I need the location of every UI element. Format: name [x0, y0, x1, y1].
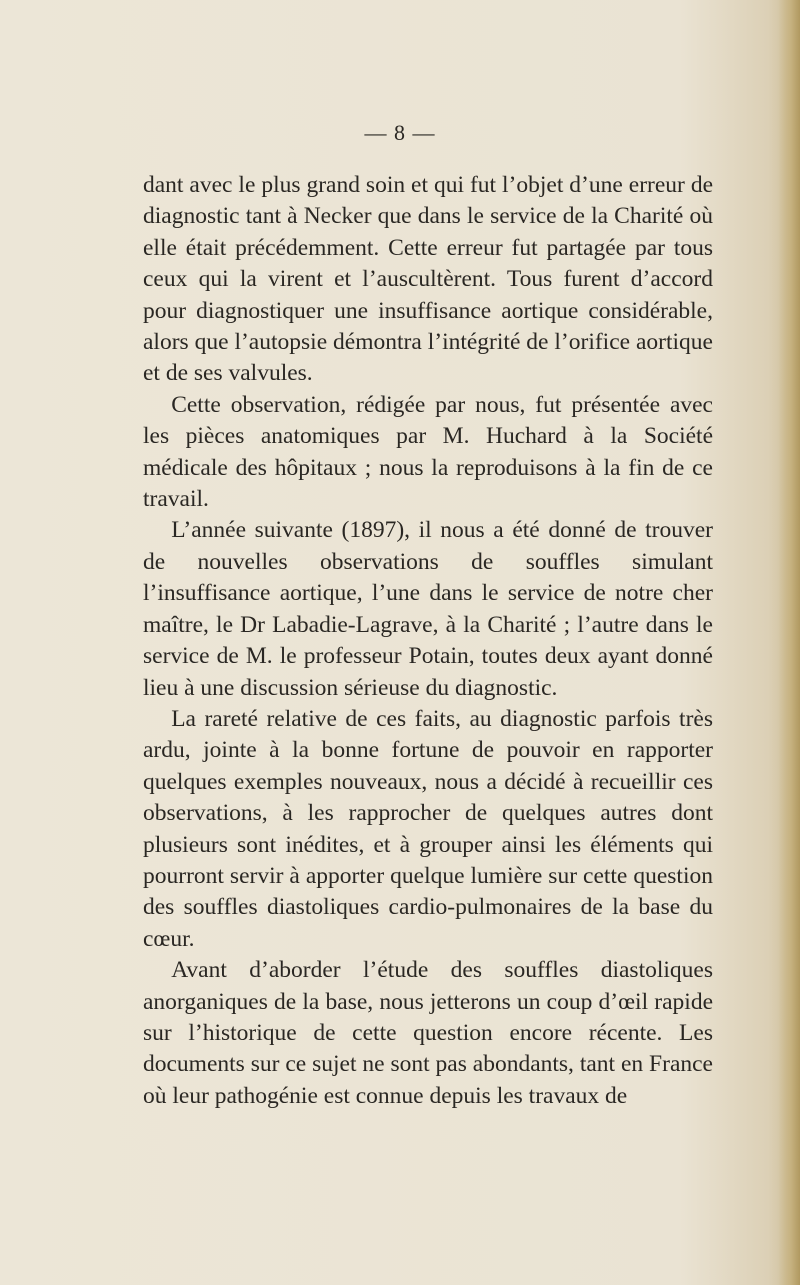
- paragraph-4: La rareté relative de ces faits, au diagnostic parfois très ardu, jointe à la bonne fortune de pouvoir en rapporter quelques exemples nouveaux, nous a décidé à recueillir ces observations, à les rapprocher de quelques autres dont plusieurs sont inédites, et à grouper ainsi les éléments qui pourront servir à apporter quelque lumière sur cette question des souffles diastoliques cardio-pulmonaires de la base du cœur.: [143, 705, 713, 952]
- body-text: [143, 170, 713, 1112]
- paragraph-5: Avant d’aborder l’étude des souffles diastoliques anorganiques de la base, nous jetterons un coup d’œil rapide sur l’historique de cette question encore récente. Les documents sur ce sujet ne sont pas abondants, tant en France où leur pathogénie est connue depuis les travaux de: [143, 957, 713, 1109]
- paragraph-3: L’année suivante (1897), il nous a été donné de trouver de nouvelles observations de souffles simulant l’insuffisance aortique, l’une dans le service de notre cher maître, le Dr Labadie-Lagrave, à la Charité ; l’autre dans le service de M. le professeur Potain, toutes deux ayant donné lieu à une discussion sérieuse du diagnostic.: [143, 517, 713, 701]
- page-number: — 8 —: [364, 120, 436, 145]
- paragraph-1: dant avec le plus grand soin et qui fut l’objet d’une erreur de diagnostic tant à Necker que dans le service de la Charité où elle était précédemment. Cette erreur fut partagée par tous ceux qui la virent et l’auscultèrent. Tous furent d’accord pour diagnostiquer une insuffisance aortique considérable, alors que l’autopsie démontra l’intégrité de l’orifice aortique et de ses valvules.: [143, 172, 713, 387]
- page-edge-shadow: [778, 0, 800, 1285]
- paragraph-2: Cette observation, rédigée par nous, fut présentée avec les pièces anatomiques par M. Huchard à la Société médicale des hôpitaux ; nous la reproduisons à la fin de ce travail.: [143, 391, 713, 513]
